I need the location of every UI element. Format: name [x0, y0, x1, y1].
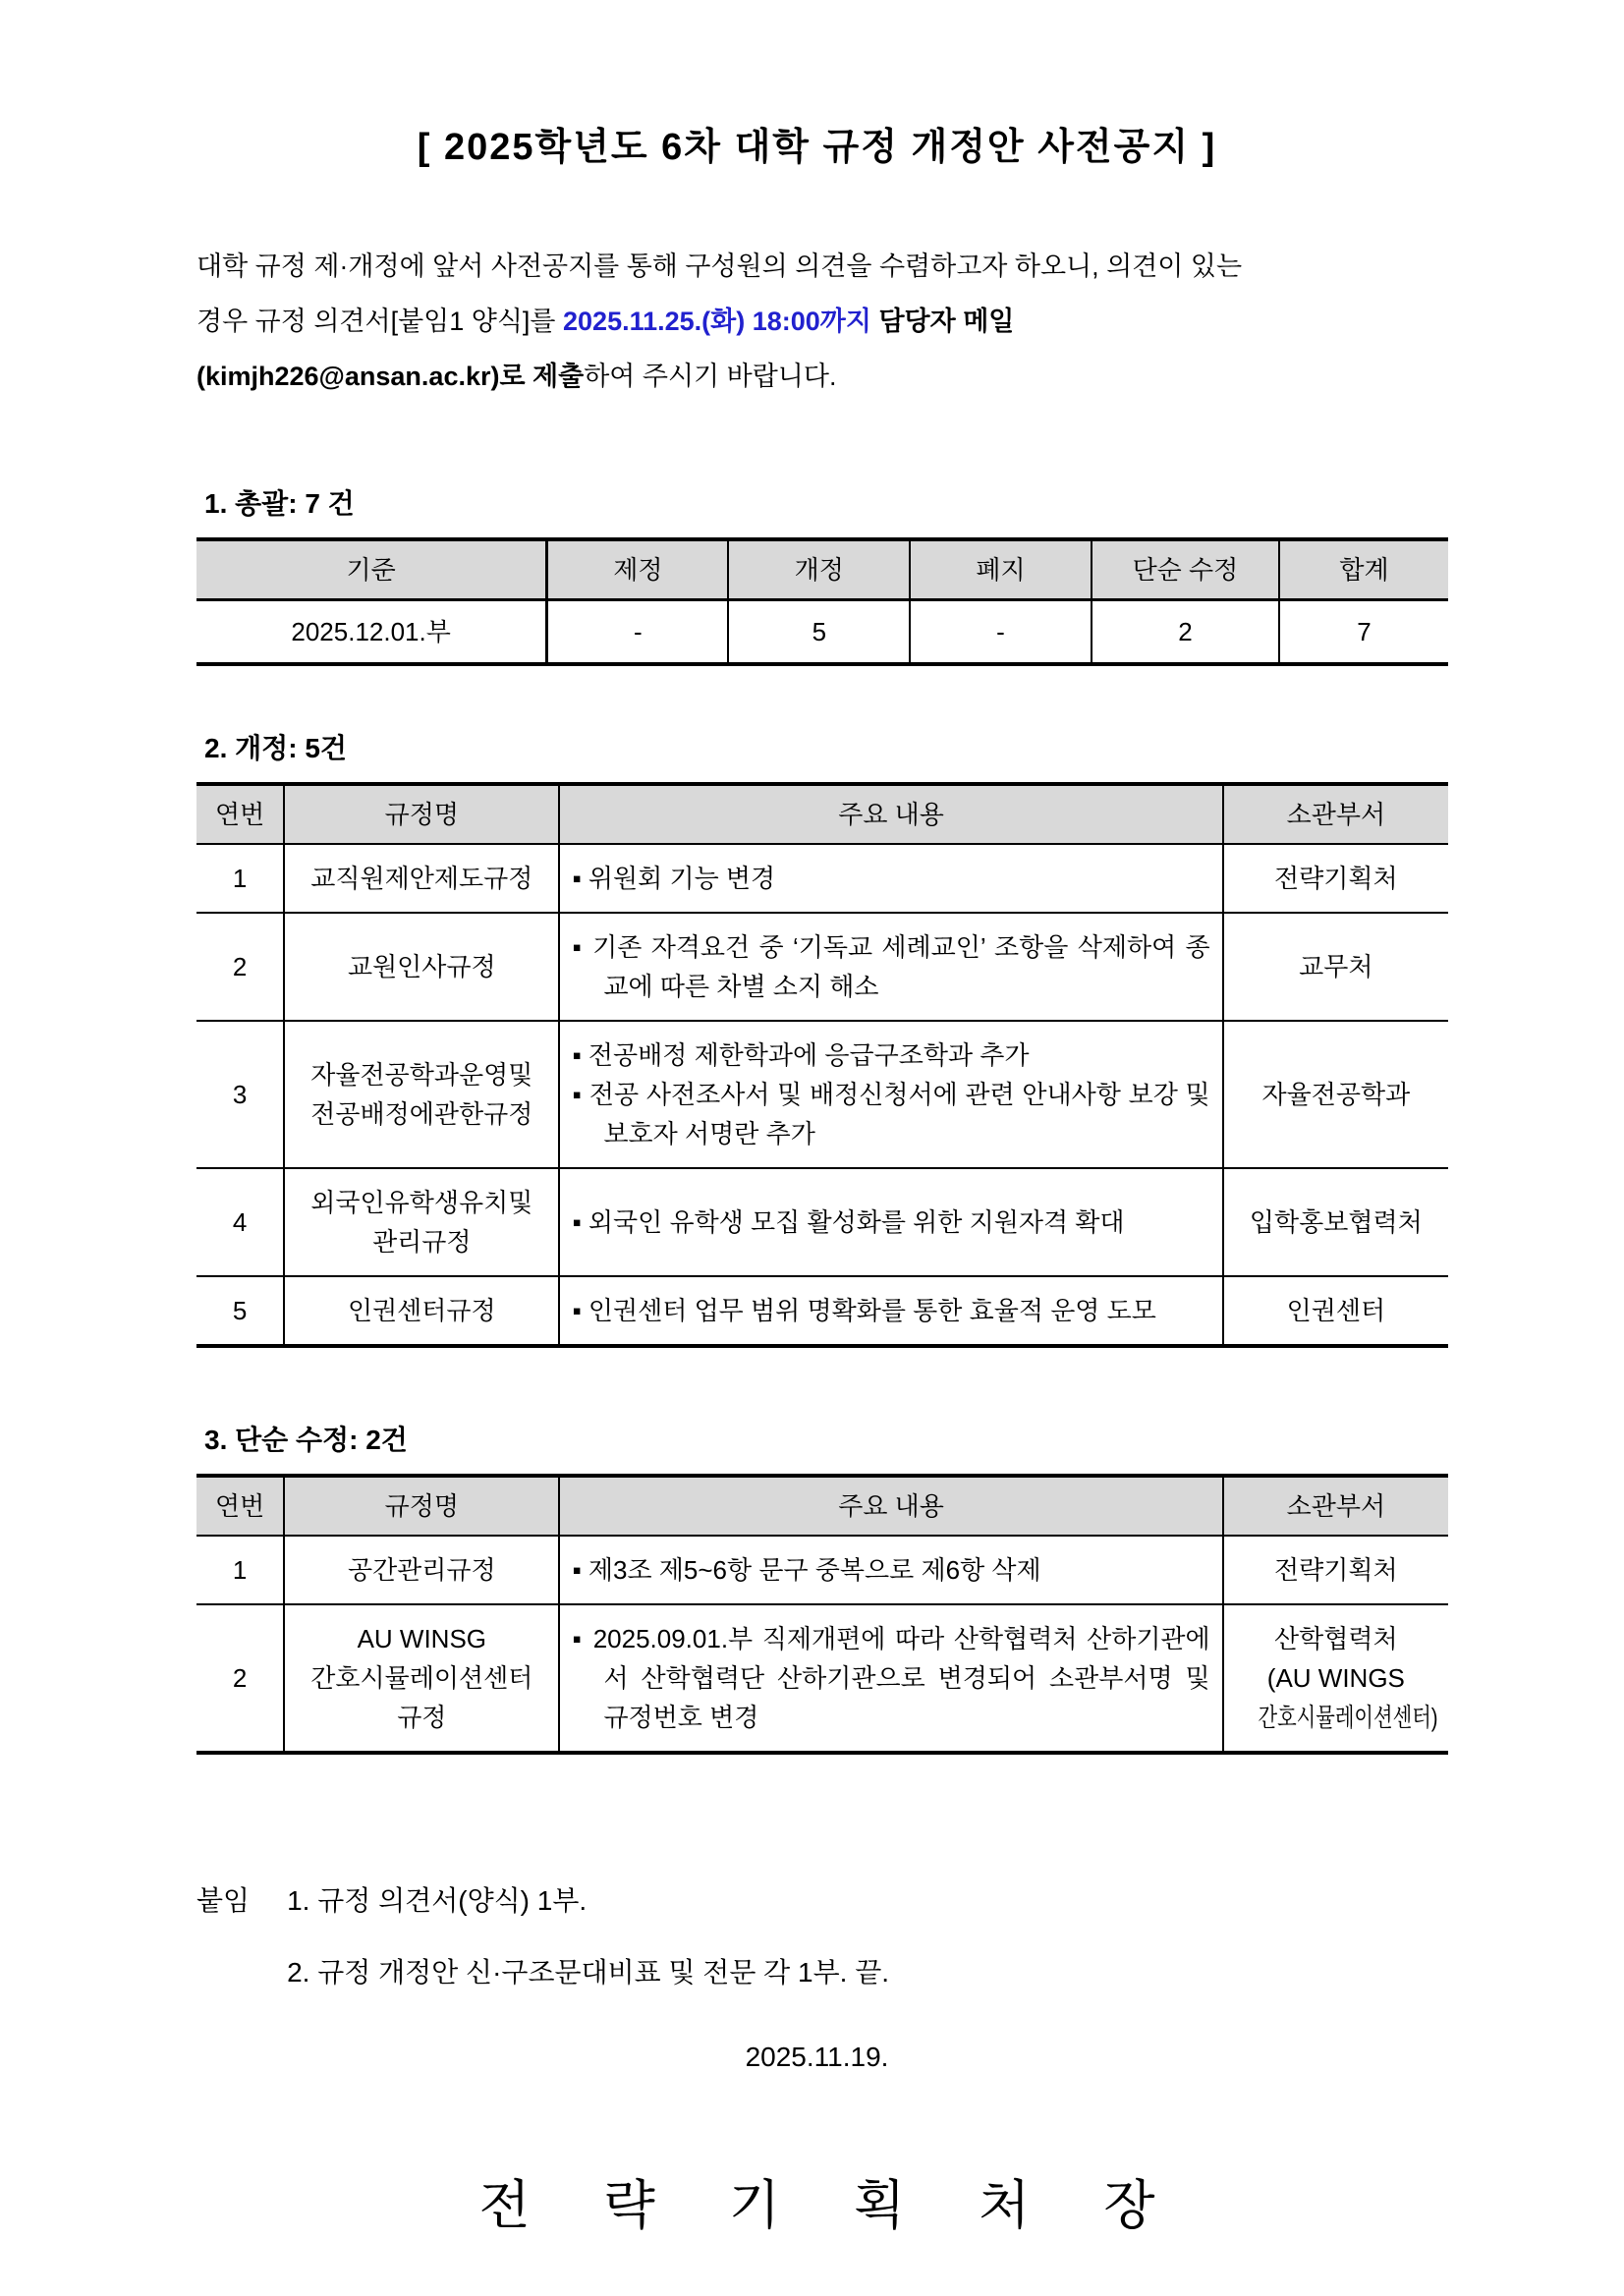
row-no: 4: [196, 1168, 284, 1276]
deadline-text: 2025.11.25.(화) 18:00까지: [563, 307, 871, 336]
contact-email: (kimjh226@ansan.ac.kr)로 제출: [196, 362, 585, 391]
content-bullet: ▪ 인권센터 업무 범위 명확화를 통한 효율적 운영 도모: [572, 1296, 1156, 1325]
intro-line-3: [196, 349, 1437, 404]
owner-dept-line: 산학협력처: [1274, 1624, 1398, 1653]
section-revisions: [196, 727, 1437, 1348]
content-bullet: ▪ 전공배정 제한학과에 응급구조학과 추가: [572, 1040, 1030, 1070]
owner-dept-line: 전략기획처: [1274, 864, 1398, 893]
simple-edits-col-name: 규정명: [284, 1476, 559, 1536]
section-summary-heading: 1. 총괄: 7 건: [204, 488, 355, 519]
regulation-name-line: 교직원제안제도규정: [310, 864, 533, 893]
owner-dept-line: 인권센터: [1286, 1296, 1386, 1325]
summary-col-enacted: 제정: [547, 539, 729, 600]
table-row: [196, 1021, 1448, 1168]
summary-col-simple-edit: 단순 수정: [1092, 539, 1279, 600]
summary-col-total: 합계: [1279, 539, 1448, 600]
attachment-item: 1. 규정 의견서(양식) 1부.: [287, 1885, 588, 1916]
content-bullet: ▪ 전공 사전조사서 및 배정신청서에 관련 안내사항 보강 및 보호자 서명란 추가: [572, 1080, 1210, 1148]
summary-header-row: [196, 539, 1448, 600]
content-bullet: ▪ 위원회 기능 변경: [572, 864, 776, 893]
regulation-name: [284, 1276, 559, 1346]
summary-enacted-value: -: [547, 600, 729, 665]
revisions-table: [196, 782, 1448, 1348]
summary-basis-value: 2025.12.01.부: [196, 600, 547, 665]
attachment-item: 2. 규정 개정안 신·구조문대비표 및 전문 각 1부. 끝.: [287, 1957, 890, 1988]
regulation-name: [284, 1168, 559, 1276]
attachment-items: [287, 1865, 889, 2008]
summary-col-revised: 개정: [728, 539, 910, 600]
intro-line-1: 대학 규정 제·개정에 앞서 사전공지를 통해 구성원의 의견을 수렴하고자 하오니, 의견이 있는: [196, 252, 1243, 281]
row-no: 3: [196, 1021, 284, 1168]
section-simple-edits: [196, 1419, 1437, 1755]
regulation-name: [284, 1021, 559, 1168]
owner-dept-line: 전략기획처: [1274, 1555, 1398, 1585]
owner-dept: [1223, 913, 1448, 1021]
simple-edits-table: [196, 1474, 1448, 1755]
regulation-name: [284, 913, 559, 1021]
row-no: 2: [196, 1604, 284, 1753]
intro-paragraph: [196, 239, 1437, 404]
owner-dept-line: (AU WINGS: [1266, 1663, 1405, 1693]
main-content: [559, 913, 1222, 1021]
summary-table: [196, 537, 1448, 666]
summary-total-value: 7: [1279, 600, 1448, 665]
owner-dept-line: 자율전공학과: [1261, 1080, 1411, 1109]
intro-line-3-rest: 하여 주시기 바랍니다.: [584, 362, 837, 391]
owner-dept: [1223, 1021, 1448, 1168]
owner-dept: [1223, 1276, 1448, 1346]
table-row: [196, 844, 1448, 913]
regulation-name-line: 전공배정에관한규정: [310, 1099, 533, 1129]
regulation-name-line: AU WINSG: [357, 1624, 487, 1653]
content-bullet: ▪ 제3조 제5~6항 문구 중복으로 제6항 삭제: [572, 1555, 1041, 1585]
row-no: 5: [196, 1276, 284, 1346]
main-content: [559, 1276, 1222, 1346]
contact-label: 담당자 메일: [870, 307, 1015, 336]
regulation-name-line: 규정: [397, 1703, 447, 1732]
attachment-label: 붙임: [196, 1885, 251, 1916]
content-bullet: ▪ 기존 자격요건 중 ‘기독교 세례교인’ 조항을 삭제하여 종교에 따른 차별 소지 해소: [572, 932, 1210, 1001]
owner-dept-line: 간호시뮬레이션센터): [1258, 1703, 1438, 1732]
main-content: [559, 1536, 1222, 1604]
main-content: [559, 1604, 1222, 1753]
summary-abolished-value: -: [910, 600, 1092, 665]
summary-simple-edit-value: 2: [1092, 600, 1279, 665]
row-no: 1: [196, 1536, 284, 1604]
simple-edits-header-row: [196, 1476, 1448, 1536]
revisions-col-no: 연번: [196, 784, 284, 844]
content-bullet: ▪ 외국인 유학생 모집 활성화를 위한 지원자격 확대: [572, 1207, 1125, 1237]
table-row: [196, 1276, 1448, 1346]
content-bullet: ▪ 2025.09.01.부 직제개편에 따라 산학협력처 산하기관에서 산학협력단 산하기관으로 변경되어 소관부서명 및 규정번호 변경: [572, 1624, 1210, 1732]
section-simple-edits-heading: 3. 단순 수정: 2건: [204, 1425, 408, 1455]
regulation-name: [284, 1536, 559, 1604]
intro-line-2-text: 경우 규정 의견서[붙임1 양식]를: [196, 307, 564, 336]
signer-title: 전 략 기 획 처 장: [478, 2176, 1185, 2235]
simple-edits-col-content: 주요 내용: [559, 1476, 1222, 1536]
table-row: [196, 1604, 1448, 1753]
regulation-name-line: 공간관리규정: [347, 1555, 496, 1585]
attachment-block: [196, 1865, 1437, 2008]
regulation-name-line: 인권센터규정: [347, 1296, 496, 1325]
table-row: [196, 913, 1448, 1021]
owner-dept: [1223, 1604, 1448, 1753]
row-no: 1: [196, 844, 284, 913]
owner-dept-line: 입학홍보협력처: [1249, 1207, 1423, 1237]
simple-edits-col-dept: 소관부서: [1223, 1476, 1448, 1536]
section-revisions-heading: 2. 개정: 5건: [204, 733, 347, 763]
owner-dept: [1223, 1536, 1448, 1604]
table-row: [196, 1536, 1448, 1604]
table-row: [196, 1168, 1448, 1276]
revisions-col-name: 규정명: [284, 784, 559, 844]
main-content: [559, 844, 1222, 913]
revisions-col-dept: 소관부서: [1223, 784, 1448, 844]
owner-dept: [1223, 844, 1448, 913]
section-summary: [196, 482, 1437, 666]
simple-edits-col-no: 연번: [196, 1476, 284, 1536]
regulation-name-line: 자율전공학과운영및: [310, 1060, 533, 1090]
summary-col-basis: 기준: [196, 539, 547, 600]
document-date: 2025.11.19.: [745, 2042, 889, 2072]
regulation-name-line: 간호시뮬레이션센터: [310, 1663, 533, 1693]
page-title: [ 2025학년도 6차 대학 규정 개정안 사전공지 ]: [417, 127, 1217, 168]
row-no: 2: [196, 913, 284, 1021]
main-content: [559, 1021, 1222, 1168]
regulation-name: [284, 844, 559, 913]
intro-line-2: [196, 294, 1437, 349]
owner-dept: [1223, 1168, 1448, 1276]
regulation-name-line: 관리규정: [372, 1227, 472, 1257]
regulation-name-line: 교원인사규정: [347, 952, 496, 981]
revisions-col-content: 주요 내용: [559, 784, 1222, 844]
revisions-header-row: [196, 784, 1448, 844]
main-content: [559, 1168, 1222, 1276]
regulation-name-line: 외국인유학생유치및: [310, 1188, 533, 1217]
summary-revised-value: 5: [728, 600, 910, 665]
regulation-name: [284, 1604, 559, 1753]
owner-dept-line: 교무처: [1299, 952, 1373, 981]
summary-col-abolished: 폐지: [910, 539, 1092, 600]
summary-data-row: [196, 600, 1448, 665]
